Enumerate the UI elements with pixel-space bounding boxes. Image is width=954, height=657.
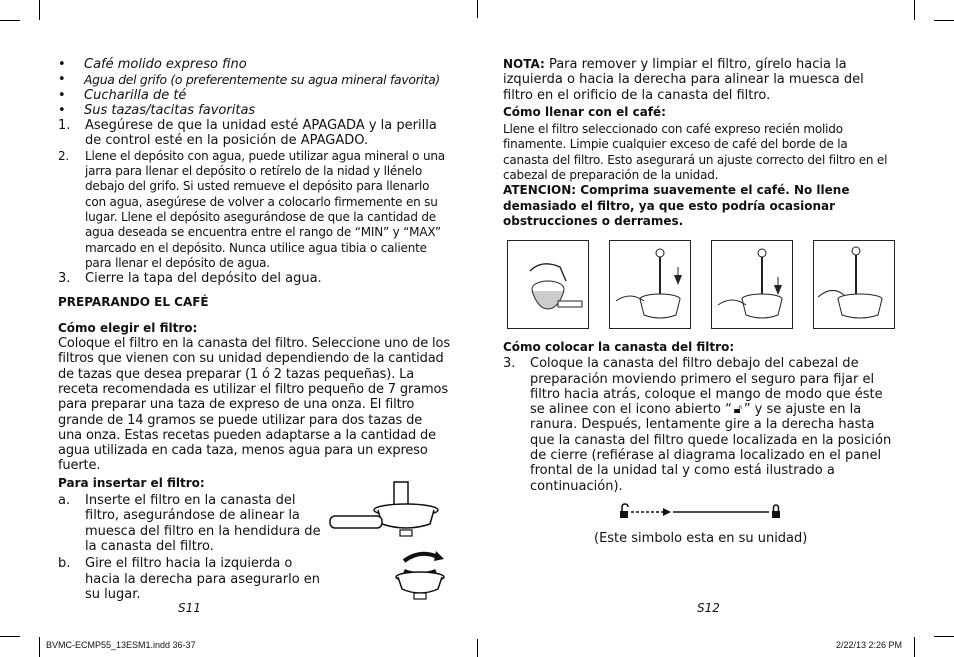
crop-mark xyxy=(914,637,915,657)
crop-mark xyxy=(934,636,954,637)
step-item xyxy=(58,271,450,286)
page-number-left: S11 xyxy=(178,601,201,615)
step-text: Cierre la tapa del depósito del agua. xyxy=(85,271,322,287)
bullet-text: Agua del grifo (o preferentemente su agua mineral favorita) xyxy=(84,72,440,88)
lock-icon xyxy=(772,505,780,518)
right-column xyxy=(503,57,895,229)
step-text: Llene el depósito con agua, puede utilizar agua mineral o una jarra para llenar el depósito o retírelo de la nidad y llénelo debajo del grifo. Si usted remueve el depósito para llenarlo con agua, asegúrese de volver a colocarlo firmemente en su lugar. Llene el depósito asegurándose de que la cantidad de agua deseada se encuentra entre el rango de “MIN” y “MAX” marcado en el depósito. Nunca utilice agua tibia o caliente para llenar el depósito de agua. xyxy=(85,148,445,270)
lock-symbol-diagram xyxy=(615,502,785,526)
bullet-item: • Cucharilla de té xyxy=(58,87,187,103)
step-item xyxy=(58,118,450,149)
step-number: 2. xyxy=(58,148,70,163)
symbol-caption: (Este simbolo esta en su unidad) xyxy=(594,531,808,546)
crop-mark xyxy=(477,639,478,657)
footer-timestamp: 2/22/13 2:26 PM xyxy=(836,640,903,650)
note-label: NOTA: xyxy=(503,57,545,71)
bullet-text: Cucharilla de té xyxy=(84,87,187,103)
tamping-illustration-4 xyxy=(813,240,895,329)
crop-mark xyxy=(934,20,954,21)
crop-mark xyxy=(914,0,915,20)
insert-step xyxy=(58,556,328,602)
bullet-item: • Sus tazas/tacitas favoritas xyxy=(58,102,256,118)
tamping-illustration-2 xyxy=(609,240,691,329)
step-item xyxy=(58,149,450,271)
step-text xyxy=(530,356,895,494)
place-basket-section xyxy=(503,340,895,494)
choose-filter-title: Cómo elegir el filtro: xyxy=(58,320,198,335)
insert-filter-title: Para insertar el filtro: xyxy=(58,475,205,490)
crop-mark xyxy=(0,636,20,637)
step-number: 3. xyxy=(503,356,516,372)
choose-filter-text: Coloque el filtro en la canasta del filtro. Seleccione uno de los filtros que vienen con su unidad dependiendo de la cantidad de tazas que desea preparar (1 ó 2 tazas pequeñas). La receta recomendada es utilizar el filtro pequeño de 7 gramos para preparar una taza de expreso de una onza. El filtro grande de 14 gramos se puede utilizar para dos tazas de una onza. Estas recetas pueden adaptarse a la cantidad de agua utilizada en cada taza, menos agua para un expreso fuerte. xyxy=(58,336,450,474)
step-number: 1. xyxy=(58,118,71,134)
bullet-text: Café molido expreso fino xyxy=(84,57,247,72)
tamping-illustration-1 xyxy=(507,240,589,329)
note-text: Para remover y limpiar el filtro, gírelo hacia la izquierda o hacia la derecha para alinear la muesca del filtro en el orificio de la canasta del filtro. xyxy=(503,57,864,103)
bullet-item: • Café molido expreso fino xyxy=(58,57,247,72)
page-number-right: S12 xyxy=(697,601,720,615)
step-text: Asegúrese de que la unidad esté APAGADA y la perilla de control esté en la posición de APAGADO. xyxy=(85,118,437,149)
step-text-part: Coloque la canasta del filtro debajo del cabezal de preparación moviendo primero el seguro para fijar el filtro hacia atrás, coloque el mango de modo que éste se alinee con el icono abierto “ xyxy=(530,356,883,418)
step-text-part: ” y se ajuste en la ranura. Después, lentamente gire a la derecha hasta que la canasta del filtro quede localizada en la posición de cierre (refiérase al diagrama localizado en el panel frontal de la unidad tal y como está ilustrado a continuación). xyxy=(530,402,892,494)
step-letter: b. xyxy=(58,556,71,572)
tamping-illustration-3 xyxy=(711,240,793,329)
bullet-item: • Agua del grifo (o preferentemente su agua mineral favorita) xyxy=(58,72,440,88)
fill-coffee-title: Cómo llenar con el café: xyxy=(503,104,666,119)
filter-insert-illustration xyxy=(328,480,448,542)
step-letter: a. xyxy=(58,493,71,509)
filter-rotate-illustration xyxy=(390,547,450,603)
place-basket-title: Cómo colocar la canasta del filtro: xyxy=(503,340,735,354)
section-title: PREPARANDO EL CAFÉ xyxy=(58,295,209,310)
insert-step xyxy=(58,493,328,554)
step-text: Inserte el filtro en la canasta del filtro, asegurándose de alinear la muesca del filtro en la hendidura de la canasta del filtro. xyxy=(85,493,321,554)
note-paragraph xyxy=(503,57,895,103)
crop-mark xyxy=(0,20,20,21)
crop-mark xyxy=(39,0,40,20)
footer-filename: BVMC-ECMP55_13ESM1.indd 36-37 xyxy=(46,640,196,650)
place-basket-step xyxy=(503,356,895,494)
step-number: 3. xyxy=(58,271,71,287)
fill-coffee-text: Llene el filtro seleccionado con café expreso recién molido finamente. Limpie cualquier exceso de café del borde de la canasta del filtro. Esto asegurará un ajuste correcto del filtro en el cabezal de preparación de la unidad. xyxy=(503,122,888,183)
step-text: Gire el filtro hacia la izquierda o hacia la derecha para asegurarlo en su lugar. xyxy=(85,556,321,602)
crop-mark xyxy=(477,0,478,18)
crop-mark xyxy=(39,637,40,657)
bullet-text: Sus tazas/tacitas favoritas xyxy=(84,102,256,118)
attention-text: ATENCION: Comprima suavemente el café. No llene demasiado el filtro, ya que esto podría ocasionar obstrucciones o derrames. xyxy=(503,183,850,228)
unlock-icon xyxy=(620,504,628,518)
unlock-icon: 🔓︎ xyxy=(733,402,743,418)
